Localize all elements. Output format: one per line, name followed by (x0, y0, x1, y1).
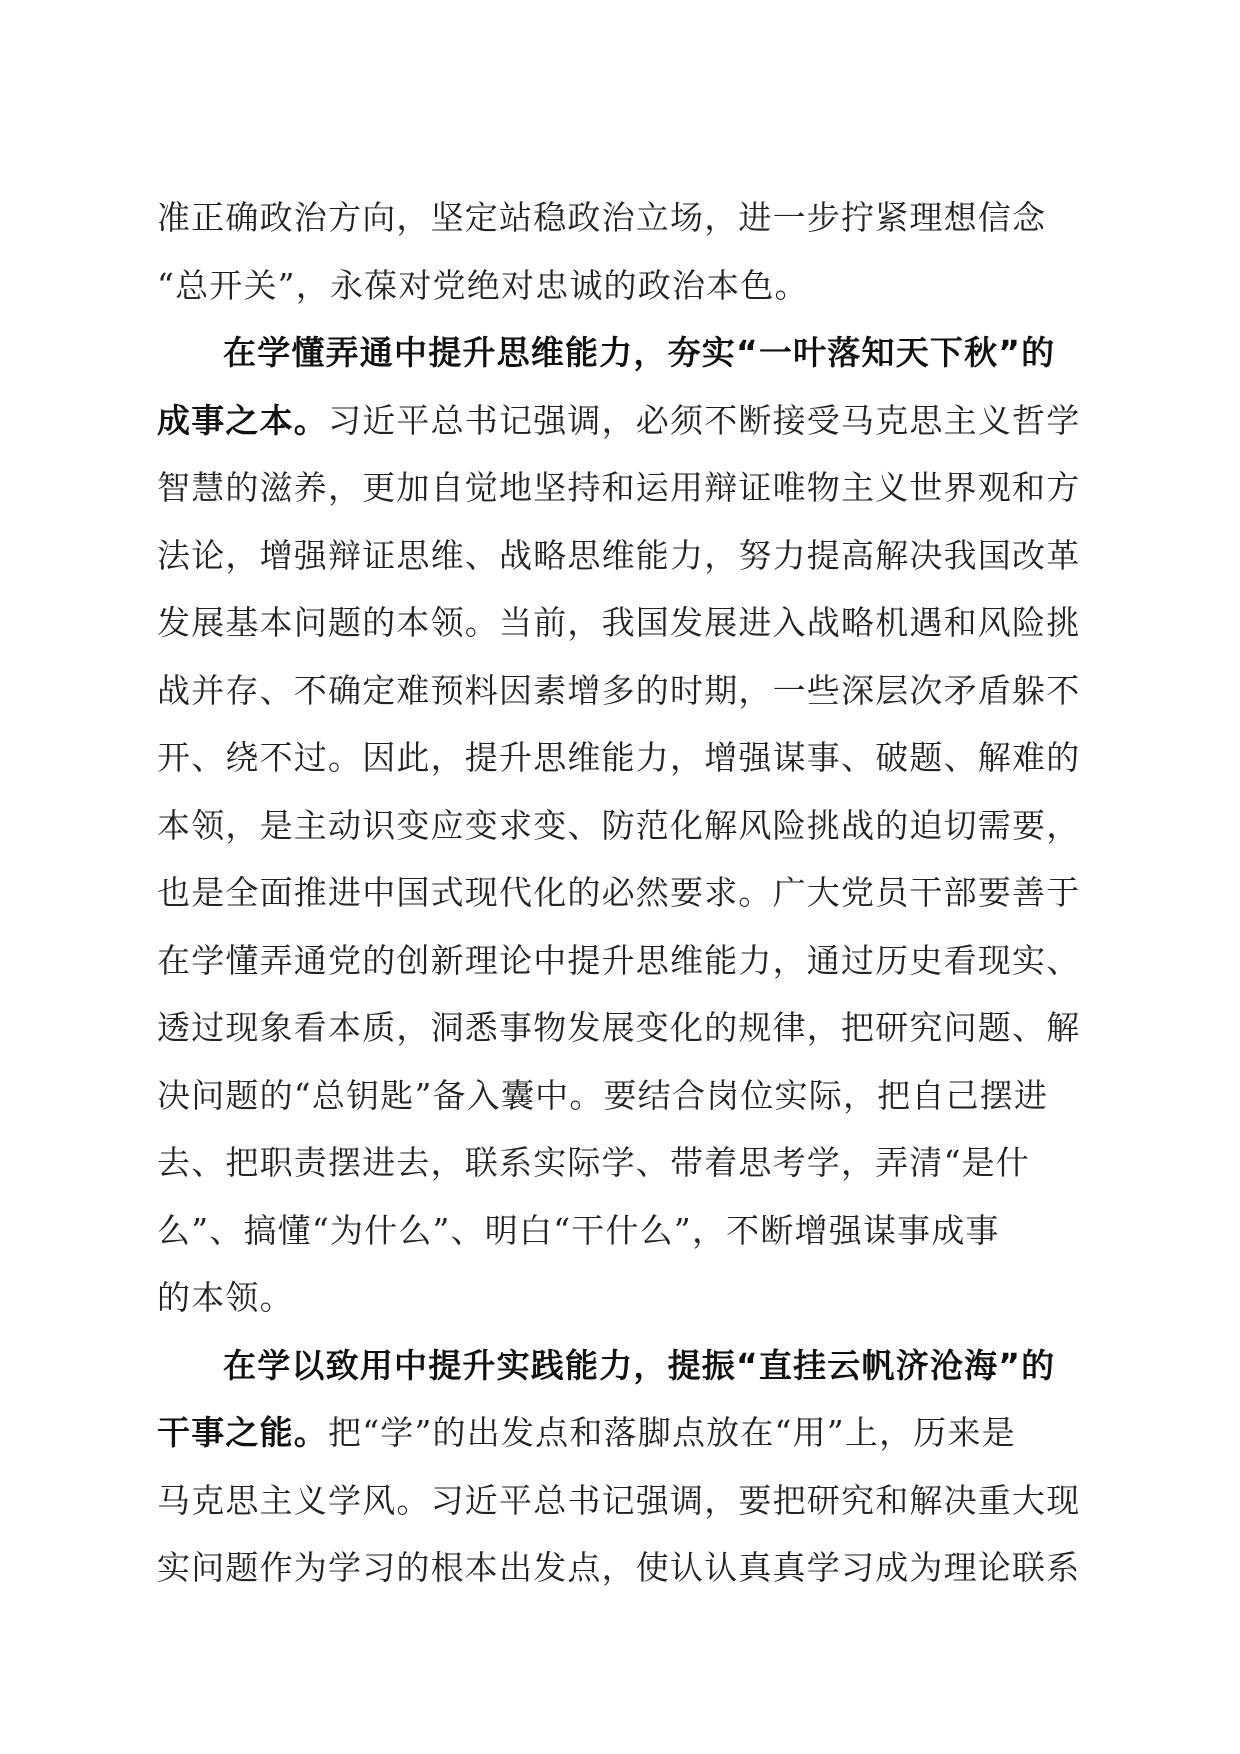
paragraph-line (157, 387, 1081, 455)
section-heading: 在学以致用中提升实践能力，提振“直挂云帆济沧海”的 (223, 1345, 1056, 1385)
body-text: 发展基本问题的本领。当前，我国发展进入战略机遇和风险挑 (157, 603, 1081, 642)
paragraph-line (157, 252, 1077, 320)
paragraph-line (157, 1534, 1081, 1602)
section-heading: 成事之本。 (157, 400, 328, 440)
body-text: 把“学”的出发点和落脚点放在“用”上，历来是 (328, 1413, 1016, 1452)
section-heading: 干事之能。 (157, 1413, 328, 1452)
paragraph-line (157, 724, 1081, 792)
paragraph-line (157, 1467, 1081, 1535)
paragraph-line (157, 792, 1081, 860)
paragraph-line (157, 319, 1077, 387)
paragraph-line (157, 1197, 1077, 1265)
paragraph-line (157, 589, 1081, 657)
body-text: 战并存、不确定难预料因素增多的时期，一些深层次矛盾躲不 (157, 670, 1081, 710)
paragraph-line (157, 657, 1081, 725)
paragraph-line (157, 1332, 1077, 1400)
body-text: 马克思主义学风。习近平总书记强调，要把研究和解决重大现 (157, 1480, 1081, 1520)
paragraph-line (157, 859, 1081, 927)
paragraph-line (157, 994, 1081, 1062)
section-heading: 在学懂弄通中提升思维能力，夯实“一叶落知天下秋”的 (223, 333, 1056, 372)
body-text: 决问题的“总钥匙”备入囊中。要结合岗位实际，把自己摆进 (157, 1075, 1049, 1115)
body-text: 本领，是主动识变应变求变、防范化解风险挑战的迫切需要， (157, 805, 1081, 845)
body-text: 也是全面推进中国式现代化的必然要求。广大党员干部要善于 (157, 873, 1081, 912)
body-text: 开、绕不过。因此，提升思维能力，增强谋事、破题、解难的 (157, 738, 1081, 777)
paragraph-line (157, 184, 1077, 252)
body-text: 智慧的滋养，更加自觉地坚持和运用辩证唯物主义世界观和方 (157, 468, 1081, 507)
body-text: 实问题作为学习的根本出发点，使认认真真学习成为理论联系 (157, 1548, 1081, 1587)
body-text: 么”、搞懂“为什么”、明白“干什么”，不断增强谋事成事 (157, 1210, 1000, 1250)
body-text: 去、把职责摆进去，联系实际学、带着思考学，弄清“是什 (157, 1143, 1031, 1182)
paragraph-line (157, 1399, 1077, 1467)
body-text: 习近平总书记强调，必须不断接受马克思主义哲学 (328, 400, 1081, 440)
body-text: 在学懂弄通党的创新理论中提升思维能力，通过历史看现实、 (157, 940, 1081, 980)
paragraph-line (157, 522, 1081, 590)
document-body (157, 184, 1081, 1602)
paragraph-line (157, 1264, 1077, 1332)
paragraph-line (157, 1062, 1077, 1130)
body-text: 法论，增强辩证思维、战略思维能力，努力提高解决我国改革 (157, 535, 1081, 575)
paragraph-line (157, 1129, 1077, 1197)
body-text: 的本领。 (157, 1278, 294, 1317)
paragraph-line (157, 927, 1081, 995)
body-text: 准正确政治方向，坚定站稳政治立场，进一步拧紧理想信念 (157, 198, 1047, 237)
body-text: 透过现象看本质，洞悉事物发展变化的规律，把研究问题、解 (157, 1008, 1081, 1047)
paragraph-line (157, 454, 1081, 522)
body-text: “总开关”，永葆对党绝对忠诚的政治本色。 (157, 265, 809, 305)
